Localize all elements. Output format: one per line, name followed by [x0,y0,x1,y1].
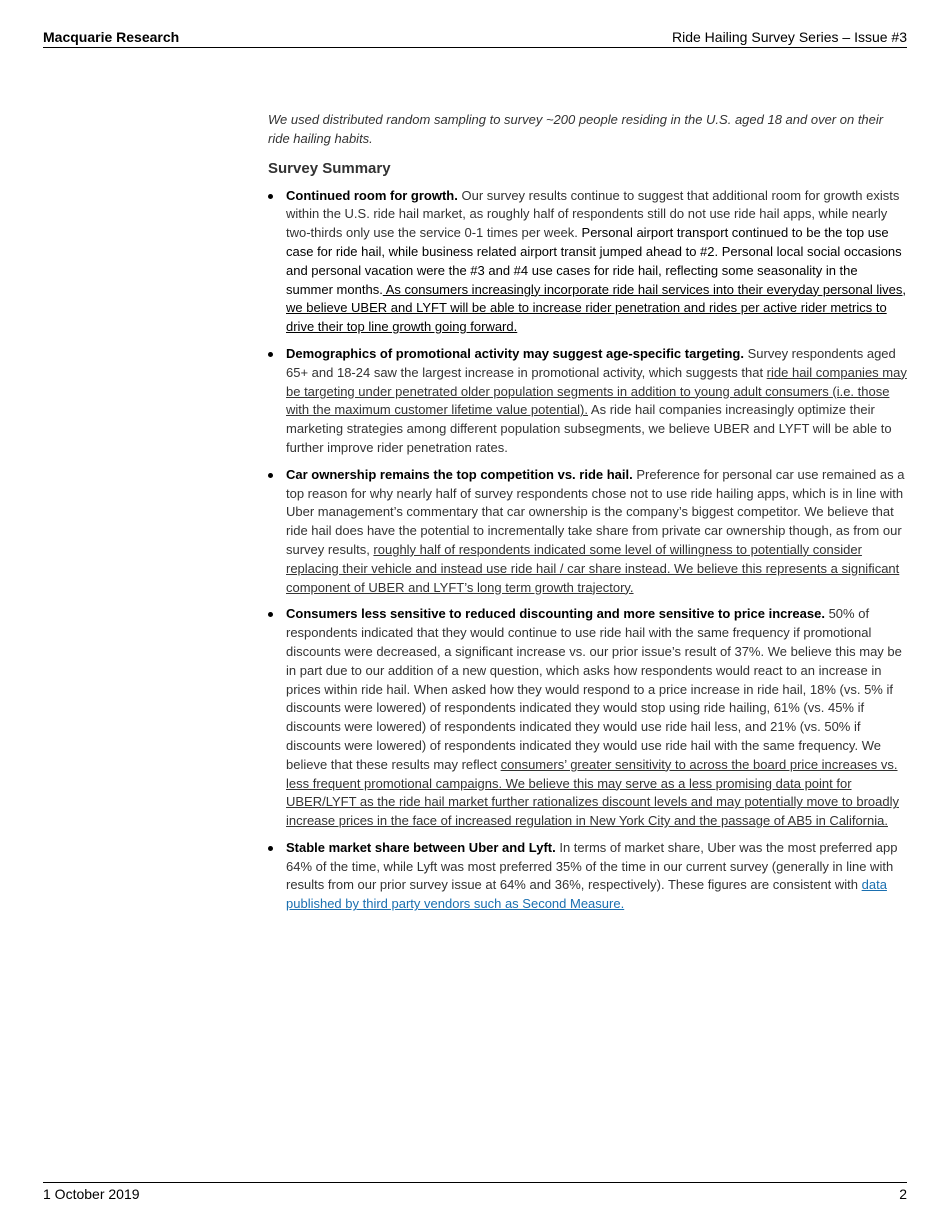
bullet-underlined-text: roughly half of respondents indicated some level of willingness to potentially consider replacing their vehicle and instead use ride hail / car share instead. We believe this represents a significant component of UBER and LYFT’s long term growth trajectory. [286,541,900,595]
bullet-text: Our survey results continue to suggest that additional room for growth exists within the U.S. ride hail market, as roughly half of respondents still do not use ride hail apps, while nearly two-thirds only use the service 0-1 times per week. [286,187,900,241]
summary-item-car-ownership [268,466,908,598]
summary-item-pricing-sensitivity [268,605,908,831]
bullet-title: Continued room for growth. [286,187,458,203]
bullet-underlined-text: As consumers increasingly incorporate ride hail services into their everyday personal lives, we believe UBER and LYFT will be able to increase rider penetration and rides per active rider metrics to drive their top line growth going forward. [286,281,906,335]
bullet-text: Preference for personal car use remained as a top reason for why nearly half of survey respondents chose not to use ride hailing apps, which is in line with Uber management’s commentary that car ownership is the company’s biggest competitor. We believe that ride hail does have the potential to incrementally take share from private car ownership though, as from our survey results, [286,466,905,557]
section-title: Survey Summary [268,159,391,177]
publication-date: 1 October 2019 [43,1186,140,1202]
bullet-title: Car ownership remains the top competition vs. ride hail. [286,466,633,482]
bullet-underlined-text: consumers’ greater sensitivity to across the board price increases vs. less frequent promotional campaigns. We believe this may serve as a less promising data point for UBER/LYFT as the ride hail market further rationalizes discount levels and may potentially move to broadly increase prices in the face of increased regulation in New York City and the passage of AB5 in California. [286,756,899,829]
main-content [268,111,908,922]
summary-item-market-share [268,839,908,914]
page-footer [43,1182,907,1202]
bullet-icon [268,473,273,478]
bullet-text: Survey respondents aged 65+ and 18-24 saw the largest increase in promotional activity, which suggests that [286,345,896,380]
summary-item-growth [268,187,908,337]
bullet-title: Stable market share between Uber and Lyft. [286,839,556,855]
bullet-title: Demographics of promotional activity may suggest age-specific targeting. [286,345,744,361]
intro-paragraph: We used distributed random sampling to survey ~200 people residing in the U.S. aged 18 and over on their ride hailing habits. [268,112,884,146]
summary-item-demographics [268,345,908,458]
brand-name: Macquarie Research [43,29,180,45]
bullet-icon [268,194,273,199]
page-header [43,29,907,48]
bullet-text: In terms of market share, Uber was the most preferred app 64% of the time, while Lyft was most preferred 35% of the time in our current survey (generally in line with results from our prior survey issue at 64% and 36%, respectively). These figures are consistent with [286,839,898,893]
page-number: 2 [899,1186,907,1202]
bullet-text: Personal airport transport continued to be the top use case for ride hail, while business related airport transit jumped ahead to #2. Personal local social occasions and personal vacation were the #3 and #4 use cases for ride hail, reflecting some seasonality in the summer months. [286,225,902,297]
bullet-text: 50% of respondents indicated that they would continue to use ride hail with the same frequency if promotional discounts were decreased, a significant increase vs. our prior issue’s result of 37%. We believe this may be in part due to our addition of a new question, which asks how respondents would react to an increase in prices within ride hail. When asked how they would respond to a price increase in ride hail, 18% (vs. 5% if discounts were lowered) of respondents indicated they would stop using ride hailing, 61% (vs. 45% if discounts were lowered) of respondents indicated they would use ride hail less, and 21% (vs. 50% if discounts were lowered) of respondents indicated they would use ride hail with the same frequency. We believe that these results may reflect [286,606,902,772]
bullet-icon [268,352,273,357]
second-measure-link[interactable]: data published by third party vendors such as Second Measure. [286,877,887,912]
series-title: Ride Hailing Survey Series – Issue #3 [671,29,907,45]
bullet-text: As ride hail companies increasingly optimize their marketing strategies among different population subsegments, we believe UBER and LYFT will be able to further improve rider penetration rates. [286,402,892,455]
bullet-underlined-text: ride hail companies may be targeting under penetrated older population segments in addition to young adult consumers (i.e. those with the maximum customer lifetime value potential). [286,364,907,418]
bullet-title: Consumers less sensitive to reduced discounting and more sensitive to price increase. [286,606,825,622]
bullet-icon [268,612,273,617]
bullet-icon [268,846,273,851]
summary-list [268,187,908,914]
